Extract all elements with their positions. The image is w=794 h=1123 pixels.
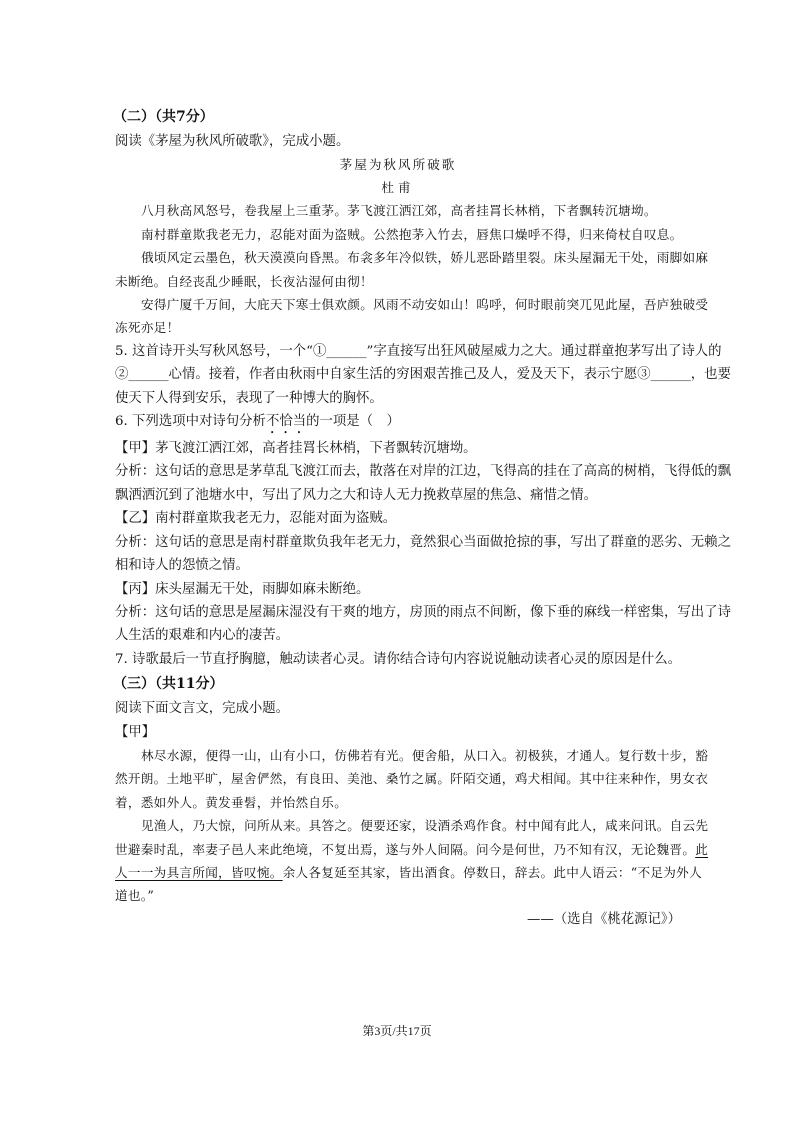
poem-author: 杜甫 bbox=[381, 180, 415, 196]
question-6-stem bbox=[115, 410, 681, 437]
question-6-option-line: 【甲】茅飞渡江洒江郊，高者挂罥长林梢，下者飘转沉塘坳。 bbox=[115, 441, 477, 457]
passage-source: ——（选自《桃花源记》） bbox=[527, 911, 681, 927]
question-6-option-line: 分析：这句话的意思是南村群童欺负我年老无力，竟然狠心当面做抢掠的事，写出了群童的恶劣、无赖之 bbox=[115, 534, 731, 550]
question-7: 7. 诗歌最后一节直抒胸臆，触动读者心灵。请你结合诗句内容说说触动读者心灵的原因是什么。 bbox=[115, 651, 682, 667]
question-6-suffix: 的一项是（ ） bbox=[306, 414, 400, 430]
section-2-instruction: 阅读《茅屋为秋风所破歌》，完成小题。 bbox=[115, 134, 350, 149]
passage-line-text: 余人各复延至其家，皆出酒食。停数日，辞去。此中人语云：“不足为外人 bbox=[282, 864, 702, 880]
question-6-prefix: 6. 下列选项中对诗句分析 bbox=[115, 414, 266, 430]
question-6-emphasis: 不恰当 bbox=[265, 414, 307, 430]
section-3-heading: （三）（共11分） bbox=[113, 676, 224, 693]
passage-line: 道也。” bbox=[115, 888, 155, 904]
question-6-option-line: 相和诗人的怨愤之情。 bbox=[115, 558, 249, 574]
poem-line: 南村群童欺我老无力，忍能对面为盗贼。公然抱茅入竹去，唇焦口燥呼不得，归来倚杖自叹息。 bbox=[141, 226, 683, 242]
poem-line: 未断绝。自经丧乱少睡眠，长夜沾湿何由彻！ bbox=[115, 273, 373, 289]
question-5-line: 5. 这首诗开头写秋风怒号，一个“①______”字直接写出狂风破屋威力之大。通过群童抱茅写出了诗人的 bbox=[115, 343, 722, 359]
poem-line: 安得广厦千万间，大庇天下寒士俱欢颜。风雨不动安如山！呜呼，何时眼前突兀见此屋，吾庐独破受 bbox=[141, 297, 709, 313]
question-6-option-line: 人生活的艰难和内心的凄苦。 bbox=[115, 628, 290, 644]
question-6-option-line: 【乙】南村群童欺我老无力，忍能对面为盗贼。 bbox=[115, 511, 397, 527]
passage-line-text: 世避秦时乱，率妻子邑人来此绝境，不复出焉，遂与外人间隔。问今是何世，乃不知有汉，无论魏晋。 bbox=[115, 841, 696, 857]
question-6-option-line: 飘洒洒沉到了池塘水中，写出了风力之大和诗人无力挽救草屋的焦急、痛惜之情。 bbox=[115, 487, 598, 503]
poem-title: 茅屋为秋风所破歌 bbox=[339, 157, 457, 173]
poem-line: 八月秋高风怒号，卷我屋上三重茅。茅飞渡江洒江郊，高者挂罥长林梢，下者飘转沉塘坳。 bbox=[141, 203, 657, 219]
poem-line: 冻死亦足！ bbox=[115, 320, 180, 336]
passage-line bbox=[115, 838, 709, 861]
question-5-line: ②______心情。接着，作者由秋雨中自家生活的穷困艰苦推己及人，爱及天下，表示宁愿③______，也要 bbox=[115, 367, 731, 383]
passage-line: 见渔人，乃大惊，问所从来。具答之。便要还家，设酒杀鸡作食。村中闻有此人，咸来问讯。自云先 bbox=[141, 818, 709, 834]
underlined-sentence-start: 此 bbox=[695, 841, 709, 857]
page-number-footer: 第3页/共17页 bbox=[362, 1024, 432, 1038]
page-content bbox=[113, 104, 731, 931]
passage-line bbox=[115, 861, 702, 884]
passage-label-jia: 【甲】 bbox=[115, 724, 156, 740]
question-5-line: 使天下人得到安乐，表现了一种博大的胸怀。 bbox=[115, 390, 383, 406]
section-3-instruction: 阅读下面文言文，完成小题。 bbox=[115, 701, 290, 717]
passage-line: 然开朗。土地平旷，屋舍俨然，有良田、美池、桑竹之属。阡陌交通，鸡犬相闻。其中往来种作，男女衣 bbox=[115, 771, 709, 787]
question-6-option-line: 分析：这句话的意思是茅草乱飞渡江而去，散落在对岸的江边，飞得高的挂在了高高的树梢，飞得低的飘 bbox=[115, 464, 731, 480]
poem-line: 俄顷风定云墨色，秋天漠漠向昏黑。布衾多年冷似铁，娇儿恶卧踏里裂。床头屋漏无干处，雨脚如麻 bbox=[141, 250, 709, 266]
question-6-option-line: 分析：这句话的意思是屋漏床湿没有干爽的地方，房顶的雨点不间断，像下垂的麻线一样密集，写出了诗 bbox=[115, 604, 731, 620]
underlined-sentence: 人一一为具言所闻，皆叹惋。 bbox=[115, 864, 283, 880]
passage-line: 林尽水源，便得一山，山有小口，仿佛若有光。便舍船，从口入。初极狭，才通人。复行数十步，豁 bbox=[141, 747, 709, 763]
question-6-option-line: 【丙】床头屋漏无干处，雨脚如麻未断绝。 bbox=[115, 581, 370, 597]
passage-line: 着，悉如外人。黄发垂髫，并怡然自乐。 bbox=[115, 794, 348, 810]
section-2-heading: （二）（共7分） bbox=[113, 109, 214, 125]
